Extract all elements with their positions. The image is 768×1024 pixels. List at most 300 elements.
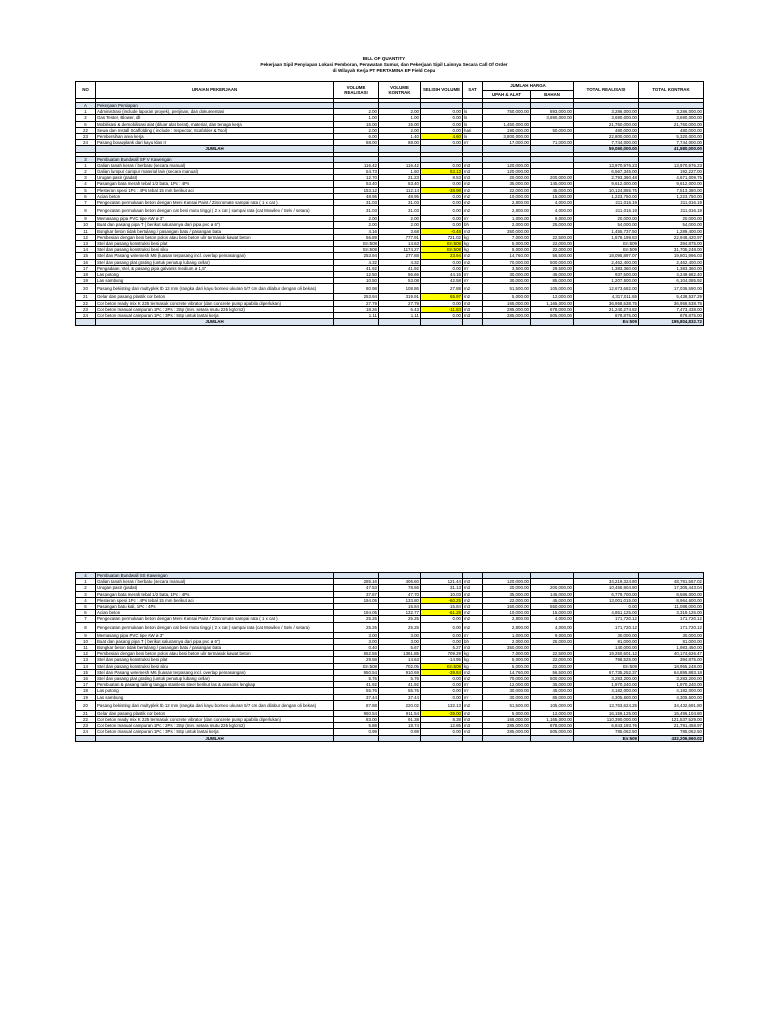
total-realisasi: 20,000.00	[574, 216, 639, 222]
section-title: Pembuatan Bundwall SP V Kawengan	[96, 156, 334, 162]
total-kontrak: 7,513,380.00	[639, 187, 704, 193]
harga-upah-alat: 30,000.00	[483, 278, 531, 284]
item-no: 6	[76, 193, 96, 199]
volume-kontrak: 14.63	[379, 657, 421, 663]
volume-realisasi: 2.00	[334, 109, 379, 115]
total-kontrak: 878,875.00	[639, 313, 704, 319]
satuan: m2	[463, 669, 483, 675]
harga-upah-alat: 30,000.00	[483, 694, 531, 700]
volume-kontrak: 31.03	[379, 206, 421, 216]
volume-kontrak: 41.92	[379, 265, 421, 271]
harga-bahan: 1,165,000.00	[531, 300, 574, 306]
selisih-volume: En:508	[421, 663, 463, 669]
selisih-volume: -11.84	[421, 306, 463, 312]
empty-cell	[531, 319, 574, 325]
item-description: Las sambung	[96, 694, 334, 700]
harga-upah-alat: 5,000.00	[483, 247, 531, 253]
total-realisasi: 3,286,000.00	[574, 109, 639, 115]
jumlah-kontrak: 195,804,832.72	[639, 319, 704, 325]
section-total-row	[76, 735, 704, 741]
selisih-volume: 65.97	[421, 294, 463, 300]
satuan: ls	[463, 109, 483, 115]
selisih-volume: 8.38	[421, 717, 463, 723]
satuan: m2	[463, 206, 483, 216]
satuan: m3	[463, 162, 483, 168]
satuan: kg	[463, 651, 483, 657]
empty-cell	[463, 735, 483, 741]
total-realisasi: 6,567,345.00	[574, 169, 639, 175]
satuan: m2	[463, 200, 483, 206]
harga-bahan: 22,000.00	[531, 663, 574, 669]
total-kontrak: 48,791,567.02	[639, 579, 704, 585]
harga-upah-alat: 10,000.00	[483, 193, 531, 199]
item-description: Pengecatan permukaan beton dengan cat besi mutu tinggi ( 2 x cat ) sampai rata (cat Mowilex / Selv / setara)	[96, 622, 334, 632]
item-description: Cor beton manual campuran 1Pc : 2Ps : 3Sp (min. setara mutu 225 kg/cm2)	[96, 723, 334, 729]
item-description: Las sambung	[96, 278, 334, 284]
harga-bahan: 45,000.00	[531, 688, 574, 694]
selisih-volume: 0.00	[421, 313, 463, 319]
item-description: Pembersihan area kerja	[96, 134, 334, 140]
harga-bahan: 50,000.00	[531, 127, 574, 133]
harga-bahan: 4,000.00	[531, 206, 574, 216]
satuan: ls	[463, 134, 483, 140]
item-description: Cor beton manual campuran 1Pc : 3Ps : 5Sp untuk lantai kerja	[96, 729, 334, 735]
item-no: 23	[76, 723, 96, 729]
total-realisasi: 30,000.00	[574, 632, 639, 638]
total-realisasi: 1,223,750.00	[574, 193, 639, 199]
selisih-volume: 15.84	[421, 604, 463, 610]
satuan: kg	[463, 663, 483, 669]
harga-upah-alat: 5,000.00	[483, 241, 531, 247]
harga-upah-alat: 20,000.00	[483, 175, 531, 181]
volume-kontrak: 910.69	[379, 669, 421, 675]
total-kontrak: 7,744,000.00	[639, 140, 704, 146]
empty-cell	[483, 319, 531, 325]
selisih-volume: 0.00	[421, 300, 463, 306]
total-kontrak: 81,000.00	[639, 638, 704, 644]
item-no: 1	[76, 579, 96, 585]
harga-upah-alat: 350,000.00	[483, 645, 531, 651]
harga-bahan: 35,000.00	[531, 682, 574, 688]
item-description: Pasang bekisting dari multyplek tb 12 mm (rangka dari kayu borneo ukuran 5/7 cm dan dilabur dengan oli bekas)	[96, 700, 334, 710]
volume-realisasi: 2.00	[334, 216, 379, 222]
total-realisasi: 21,240,274.82	[574, 306, 639, 312]
selisih-volume: -60.25	[421, 597, 463, 603]
selisih-volume: 0.00	[421, 676, 463, 682]
satuan: m2	[463, 616, 483, 622]
harga-upah-alat: 2,800.00	[483, 622, 531, 632]
harga-upah-alat: 5,000.00	[483, 710, 531, 716]
selisih-volume: 27.88	[421, 284, 463, 294]
harga-upah-alat: 7,000.00	[483, 234, 531, 240]
selisih-volume: 23.94	[421, 253, 463, 259]
total-realisasi: 937,500.00	[574, 272, 639, 278]
selisih-volume: 132.13	[421, 700, 463, 710]
volume-kontrak: 4.32	[379, 259, 421, 265]
item-no: 7	[76, 200, 96, 206]
harga-bahan: 25,000.00	[531, 638, 574, 644]
total-kontrak: 11,088,000.00	[639, 604, 704, 610]
item-no: 9	[76, 216, 96, 222]
item-description: Las potong	[96, 688, 334, 694]
total-realisasi: 1,207,500.00	[574, 278, 639, 284]
total-kontrak: 30,000.00	[639, 632, 704, 638]
total-kontrak: 3,283,200.00	[639, 676, 704, 682]
item-no: 21	[76, 710, 96, 716]
volume-realisasi: En:508	[334, 247, 379, 253]
volume-realisasi: 950.54	[334, 669, 379, 675]
volume-kontrak: 132.77	[379, 610, 421, 616]
satuan: m3	[463, 604, 483, 610]
harga-upah-alat: 2,800.00	[483, 616, 531, 622]
harga-upah-alat: 285,000.00	[483, 729, 531, 735]
volume-realisasi: 5.88	[334, 723, 379, 729]
harga-upah-alat: 165,000.00	[483, 300, 531, 306]
total-realisasi: 34,219,324.80	[574, 579, 639, 585]
harga-bahan: 15,000.00	[531, 193, 574, 199]
total-realisasi: 4,317,011.65	[574, 294, 639, 300]
total-realisasi: 81,000.00	[574, 638, 639, 644]
satuan: m3	[463, 729, 483, 735]
total-kontrak: 3,690,000.00	[639, 115, 704, 121]
selisih-volume: 0.00	[421, 206, 463, 216]
document-subtitle: Pekerjaan Sipil Penyiapan Lokasi Pemboran, Perawatan Sumur, dan Pekerjaan Sipil Lainnya Secara Call Of Order	[260, 62, 508, 67]
volume-realisasi: 31.03	[334, 206, 379, 216]
volume-kontrak: 777.91	[379, 234, 421, 240]
selisih-volume: 0.00	[421, 222, 463, 228]
total-realisasi: En:509	[574, 663, 639, 669]
total-kontrak: 394,875.00	[639, 657, 704, 663]
item-description: Pembuatan & pasang railing tangga stainless steel berikut las & asesoris lengkap	[96, 682, 334, 688]
satuan: m3	[463, 313, 483, 319]
volume-kontrak: 41.92	[379, 682, 421, 688]
section-title: Pembuatan Bundwall SS Kawengan	[96, 573, 334, 579]
total-kontrak: 3,286,000.00	[639, 109, 704, 115]
volume-kontrak: 78.66	[379, 585, 421, 591]
section-title: Pekerjaan Persiapan	[96, 103, 334, 109]
satuan: m3	[463, 228, 483, 234]
jumlah-realisasi: En:509	[574, 319, 639, 325]
item-no: 18	[76, 688, 96, 694]
total-realisasi: 10,124,855.75	[574, 187, 639, 193]
volume-kontrak: 116.42	[379, 162, 421, 168]
total-realisasi: 54,000.00	[574, 222, 639, 228]
harga-bahan: 4,000.00	[531, 622, 574, 632]
total-realisasi: 16,159,125.00	[574, 710, 639, 716]
total-realisasi: 2,462,400.00	[574, 259, 639, 265]
volume-kontrak: 108.86	[379, 284, 421, 294]
harga-upah-alat: 3,800,000.00	[483, 134, 531, 140]
total-kontrak: 36,958,538.75	[639, 300, 704, 306]
satuan: m2	[463, 676, 483, 682]
harga-bahan: 145,000.00	[531, 591, 574, 597]
item-description: Bongkar beton tidak bertulang / pasangan batu / pasangan bata	[96, 228, 334, 234]
table-row	[76, 206, 704, 216]
harga-bahan: 505,000.00	[531, 729, 574, 735]
volume-realisasi: 116.42	[334, 162, 379, 168]
item-no: 12	[76, 651, 96, 657]
item-no: 13	[76, 657, 96, 663]
harga-bahan: 45,000.00	[531, 597, 574, 603]
volume-realisasi: 1.11	[334, 313, 379, 319]
empty-cell	[379, 735, 421, 741]
empty-cell	[76, 319, 96, 325]
table-row	[76, 700, 704, 710]
volume-kontrak: 1.40	[379, 134, 421, 140]
selisih-volume: En:508	[421, 241, 463, 247]
total-kontrak: 15,496,104.80	[639, 710, 704, 716]
total-kontrak: 4,182,000.00	[639, 688, 704, 694]
item-description: Acian beton	[96, 193, 334, 199]
total-realisasi: 36,958,538.75	[574, 300, 639, 306]
harga-bahan: 878,000.00	[531, 306, 574, 312]
total-kontrak: 4,249,682.40	[639, 272, 704, 278]
total-kontrak: 171,720.12	[639, 622, 704, 632]
harga-upah-alat: 285,000.00	[483, 306, 531, 312]
total-realisasi: 18,095,897.07	[574, 253, 639, 259]
volume-kontrak: 277.88	[379, 253, 421, 259]
total-kontrak: 17,305,443.04	[639, 585, 704, 591]
total-realisasi: 878,875.00	[574, 313, 639, 319]
total-realisasi: 6,843,193.76	[574, 723, 639, 729]
item-description: Cor beton ready mix K 225 termasuk concrete vibrator (dan concrete pump apabila diperlukan)	[96, 300, 334, 306]
harga-bahan: 3,690,000.00	[531, 115, 574, 121]
section-a-body	[76, 99, 704, 153]
selisih-volume: 10.03	[421, 591, 463, 597]
satuan: m2	[463, 294, 483, 300]
harga-bahan: 505,000.00	[531, 313, 574, 319]
item-description: Buat dan pasang pipa T ( berikut salurannya dari pipa pvc ø 6")	[96, 222, 334, 228]
table-row	[76, 622, 704, 632]
harga-upah-alat: 14,760.00	[483, 669, 531, 675]
item-description: Pasang bouwplank dari kayu klas II	[96, 140, 334, 146]
harga-upah-alat: 2,000.00	[483, 222, 531, 228]
volume-realisasi: 12.70	[334, 175, 379, 181]
harga-upah-alat: 120,000.00	[483, 169, 531, 175]
volume-realisasi: 27.79	[334, 300, 379, 306]
item-no: 21	[76, 294, 96, 300]
total-kontrak: 5,438,537.29	[639, 294, 704, 300]
volume-kontrak: 53.08	[379, 278, 421, 284]
item-no: 15	[76, 253, 96, 259]
harga-bahan: 145,000.00	[531, 181, 574, 187]
jumlah-kontrak: 41,580,000.00	[639, 146, 704, 152]
item-description: Pembesian dengan besi beton polos atau besi beton ulir termasuk kawat beton	[96, 651, 334, 657]
satuan: m3	[463, 723, 483, 729]
total-kontrak: 211,016.19	[639, 206, 704, 216]
harga-upah-alat: 10,000.00	[483, 610, 531, 616]
harga-bahan: 85,000.00	[531, 694, 574, 700]
selisih-volume: 44.16	[421, 272, 463, 278]
volume-kontrak: 25.25	[379, 622, 421, 632]
item-no: 4	[76, 597, 96, 603]
satuan: m'	[463, 694, 483, 700]
selisih-volume: 0.00	[421, 162, 463, 168]
col-selisih-volume: SELISIH VOLUME	[421, 82, 463, 99]
selisih-volume: 4.60	[421, 134, 463, 140]
volume-realisasi: 37.67	[334, 591, 379, 597]
volume-kontrak: 2.00	[379, 216, 421, 222]
volume-kontrak: 2.00	[379, 127, 421, 133]
item-description: Stel dan pasang plat grating (untuk penutup lubang cellar)	[96, 676, 334, 682]
satuan: m'	[463, 278, 483, 284]
item-no: 16	[76, 676, 96, 682]
total-realisasi: 22,800,000.00	[574, 134, 639, 140]
document-title: BILL OF QUANTITY	[362, 56, 406, 61]
volume-realisasi: 10.50	[334, 278, 379, 284]
harga-upah-alat: 30,000.00	[483, 688, 531, 694]
section-code: A	[76, 103, 96, 109]
satuan: m2	[463, 193, 483, 199]
total-kontrak: 1,983,450.00	[639, 645, 704, 651]
total-kontrak: 1,383,360.00	[639, 265, 704, 271]
harga-upah-alat: 7,000.00	[483, 651, 531, 657]
harga-bahan: 9,000.00	[531, 216, 574, 222]
selisih-volume: 0.00	[421, 216, 463, 222]
harga-upah-alat: 2,800.00	[483, 206, 531, 216]
volume-kontrak: 319.91	[379, 294, 421, 300]
volume-kontrak: 15.00	[379, 121, 421, 127]
volume-kontrak: 15.84	[379, 604, 421, 610]
total-realisasi: 13,753,624.25	[574, 700, 639, 710]
harga-bahan: 105,000.00	[531, 284, 574, 294]
total-realisasi: 1,383,360.00	[574, 265, 639, 271]
harga-bahan: 15,000.00	[531, 610, 574, 616]
harga-bahan: 56,500.00	[531, 253, 574, 259]
table-row	[76, 284, 704, 294]
volume-realisasi: 0.99	[334, 729, 379, 735]
volume-kontrak: 91.38	[379, 717, 421, 723]
volume-kontrak: 112.14	[379, 187, 421, 193]
volume-realisasi: 253.94	[334, 294, 379, 300]
selisih-volume: 0.00	[421, 265, 463, 271]
item-no: 8	[76, 206, 96, 216]
item-no: 19	[76, 278, 96, 284]
harga-bahan: 4,000.00	[531, 616, 574, 622]
selisih-volume: 0.00	[421, 181, 463, 187]
volume-realisasi: 1.00	[334, 115, 379, 121]
total-realisasi: 4,182,000.00	[574, 688, 639, 694]
total-realisasi: 211,016.19	[574, 206, 639, 216]
volume-realisasi: 53.40	[334, 181, 379, 187]
col-bahan: BAHAN	[531, 91, 574, 99]
harga-upah-alat: 70,000.00	[483, 676, 531, 682]
total-realisasi: 4,305,600.00	[574, 694, 639, 700]
item-description: Pasangan bata merah tebal 1/2 bata, 1Pc : 4Ps	[96, 181, 334, 187]
total-realisasi: 171,720.12	[574, 616, 639, 622]
satuan: m3	[463, 169, 483, 175]
harga-bahan: 550,000.00	[531, 604, 574, 610]
total-kontrak: 31,705,248.00	[639, 247, 704, 253]
document-location: di Wilayah Kerja PT PERTAMINA EP Field Cepu	[332, 68, 436, 73]
item-description: Pengecatan permukaan beton dengan Meni Kansai Paint / Zincromate sampai rata ( 1 x cat )	[96, 200, 334, 206]
total-kontrak: 192,227.00	[639, 169, 704, 175]
harga-upah-alat: 51,500.00	[483, 284, 531, 294]
volume-realisasi: 15.00	[334, 121, 379, 127]
total-realisasi: 21,750,000.00	[574, 121, 639, 127]
item-no: 18	[76, 272, 96, 278]
harga-bahan: 22,000.00	[531, 241, 574, 247]
item-description: Sewa dan Install Scaffolding ( include : Inspector, Scafolder & Tool)	[96, 127, 334, 133]
selisih-volume: -14.95	[421, 657, 463, 663]
satuan: kg	[463, 241, 483, 247]
total-kontrak: 8,964,600.00	[639, 597, 704, 603]
total-realisasi: 12,673,682.00	[574, 284, 639, 294]
total-kontrak: 21,750,000.00	[639, 121, 704, 127]
section-c-body	[76, 573, 704, 742]
total-kontrak: 6,104,085.92	[639, 278, 704, 284]
satuan: kg	[463, 657, 483, 663]
harga-upah-alat: 22,000.00	[483, 187, 531, 193]
satuan: m2	[463, 700, 483, 710]
selisih-volume: -39.84	[421, 669, 463, 675]
total-realisasi: 13,001,015.00	[574, 597, 639, 603]
item-no: 14	[76, 247, 96, 253]
total-realisasi: 211,016.19	[574, 200, 639, 206]
selisih-volume: 12.85	[421, 723, 463, 729]
volume-realisasi: 2.00	[334, 127, 379, 133]
col-volume-realisasi: VOLUME REALISASI	[334, 82, 379, 99]
volume-kontrak: 55.76	[379, 688, 421, 694]
satuan: m'	[463, 265, 483, 271]
item-description: Stel dan pasang konstruksi besi plat	[96, 657, 334, 663]
item-description: Memasang pipa PVC tipe AW ø 3"	[96, 216, 334, 222]
total-realisasi: 3,690,000.00	[574, 115, 639, 121]
volume-realisasi: 56.89	[334, 234, 379, 240]
harga-upah-alat: 1,450,000.00	[483, 121, 531, 127]
volume-kontrak: 1361.85	[379, 651, 421, 657]
satuan: m3	[463, 645, 483, 651]
satuan: m3	[463, 579, 483, 585]
total-realisasi: 4,851,125.00	[574, 610, 639, 616]
total-kontrak: 20,000.00	[639, 216, 704, 222]
jumlah-realisasi: 59,060,000.00	[574, 146, 639, 152]
item-no: 23	[76, 306, 96, 312]
selisih-volume: 0.00	[421, 694, 463, 700]
total-kontrak: 13,970,976.23	[639, 162, 704, 168]
volume-realisasi: 6.00	[334, 134, 379, 140]
item-description: Stel dan pasang konstruksi besi plat	[96, 241, 334, 247]
harga-upah-alat: 22,000.00	[483, 597, 531, 603]
empty-cell	[334, 735, 379, 741]
volume-realisasi: 253.94	[334, 253, 379, 259]
satuan: m2	[463, 710, 483, 716]
item-no: 22	[76, 300, 96, 306]
selisih-volume: 709.29	[421, 651, 463, 657]
harga-upah-alat: 5,000.00	[483, 294, 531, 300]
total-realisasi: 9,612,000.00	[574, 181, 639, 187]
volume-realisasi: 25.25	[334, 616, 379, 622]
col-sat: SAT	[463, 82, 483, 99]
satuan: m3	[463, 300, 483, 306]
total-realisasi: 10,455,904.80	[574, 585, 639, 591]
harga-bahan: 500,000.00	[531, 259, 574, 265]
item-no: 6	[76, 121, 96, 127]
jumlah-label: JUMLAH	[96, 146, 334, 152]
total-kontrak: 5,320,000.00	[639, 134, 704, 140]
total-kontrak: 34,432,691.80	[639, 700, 704, 710]
item-no: 1	[76, 162, 96, 168]
boq-table-page1	[75, 81, 704, 326]
volume-kontrak: 25.25	[379, 616, 421, 622]
selisih-volume: 121.44	[421, 579, 463, 585]
harga-bahan: 22,000.00	[531, 247, 574, 253]
item-description: Galian tanah keras / berbatu (secara manual)	[96, 579, 334, 585]
total-kontrak: 21,791,458.97	[639, 723, 704, 729]
item-description: Cor beton manual campuran 1Pc : 3Ps : 5Sp untuk lantai kerja	[96, 313, 334, 319]
total-kontrak: 3,319,125.00	[639, 610, 704, 616]
volume-kontrak: 220.02	[379, 700, 421, 710]
